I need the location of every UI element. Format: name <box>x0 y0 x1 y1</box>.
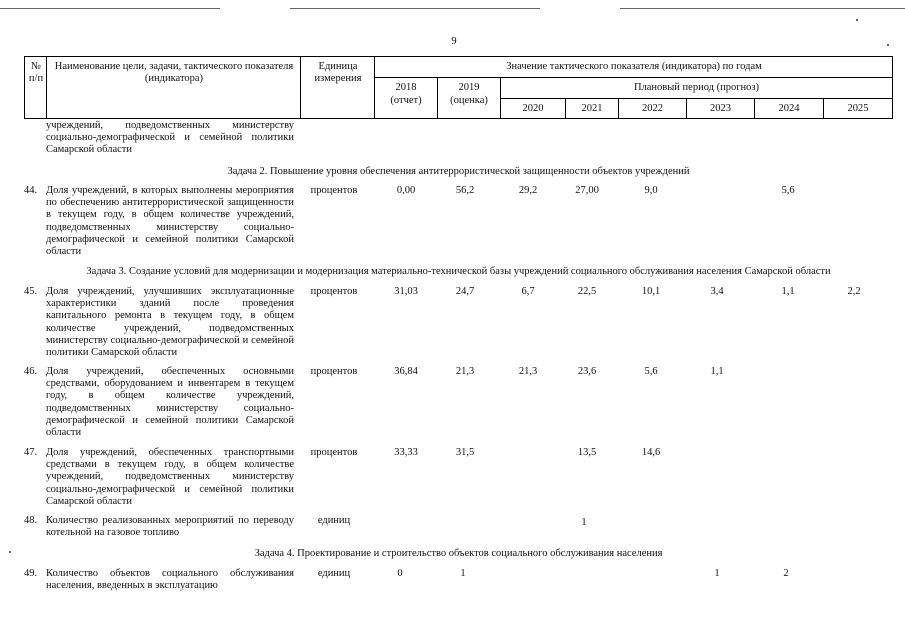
value-2021: 1 <box>581 517 587 528</box>
row-number: 48. <box>24 515 38 526</box>
page-number: 9 <box>451 36 457 47</box>
value-2019: 56,2 <box>455 185 475 196</box>
value-2018: 33,33 <box>394 447 418 458</box>
value-2018: 0 <box>397 568 403 579</box>
value-2018: 0,00 <box>396 185 416 196</box>
col-header-2019: 2019 <box>458 82 480 93</box>
header-border <box>24 56 25 119</box>
task-heading-4: Задача 4. Проектирование и строительство объектов социального обслуживания населения <box>254 548 663 559</box>
scan-edge-line <box>290 8 540 9</box>
header-border <box>24 56 893 57</box>
header-border <box>24 118 893 119</box>
col-header-2023: 2023 <box>710 103 731 114</box>
indicator-name: Доля учреждений, обеспеченных транспортными средствами в текущем году, в общем количестве учреждений, подведомственных министерству социально-демографической и семейной политики Самарской области <box>46 447 294 507</box>
header-border <box>46 56 47 119</box>
value-2022: 14,6 <box>641 447 661 458</box>
row-number: 49. <box>24 568 38 579</box>
header-border <box>374 77 893 78</box>
scan-edge-line <box>0 8 220 9</box>
header-border <box>500 98 893 99</box>
col-header-2025: 2025 <box>847 103 869 114</box>
row-number: 44. <box>24 185 38 196</box>
col-header-unit: Единица измерения <box>314 61 362 85</box>
indicator-name: Количество реализованных мероприятий по переводу котельной на газовое топливо <box>46 515 294 539</box>
indicator-unit: процентов <box>310 447 358 458</box>
value-2018: 31,03 <box>394 286 418 297</box>
value-2023: 1,1 <box>710 366 724 377</box>
value-2019: 24,7 <box>455 286 475 297</box>
value-2021: 23,6 <box>577 366 597 377</box>
col-header-2020: 2020 <box>522 103 544 114</box>
col-header-name: Наименование цели, задачи, тактического показателя (индикатора) <box>54 61 294 85</box>
value-2024: 2 <box>783 568 789 579</box>
continuation-text: учреждений, подведомственных министерству социально-демографической и семейной политики Самарской области <box>46 120 294 156</box>
indicator-name: Доля учреждений, улучшивших эксплуатационные характеристики зданий после проведения капитального ремонта в текущем году, в общем количестве учреждений, подведомственных министерству социально-демографической и семейной политики Самарской области <box>46 286 294 359</box>
value-2022: 5,6 <box>644 366 658 377</box>
indicator-unit: процентов <box>310 286 358 297</box>
indicator-unit: единиц <box>317 515 351 526</box>
value-2022: 10,1 <box>641 286 661 297</box>
col-header-2021: 2021 <box>581 103 603 114</box>
value-2025: 2,2 <box>847 286 861 297</box>
scan-speck <box>856 19 858 21</box>
indicator-name: Доля учреждений, обеспеченных основными средствами, оборудованием и инвентарем в текущем году, в общем количестве учреждений, подведомственных министерству социально-демографической и семейной политики Самарской области <box>46 366 294 439</box>
value-2023: 1 <box>714 568 720 579</box>
col-header-values: Значение тактического показателя (индикатора) по годам <box>506 61 762 72</box>
value-2019: 21,3 <box>455 366 475 377</box>
col-header-2018: 2018 <box>395 82 417 93</box>
value-2020: 29,2 <box>518 185 538 196</box>
table-header <box>24 56 893 119</box>
row-number: 46. <box>24 366 38 377</box>
row-number: 45. <box>24 286 38 297</box>
value-2023: 3,4 <box>710 286 724 297</box>
task-heading-3: Задача 3. Создание условий для модернизации и модернизация материально-технической базы учреждений социального обслуживания населения Самарской области <box>86 266 831 277</box>
indicator-name: Количество объектов социального обслуживания населения, введенных в эксплуатацию <box>46 568 294 592</box>
value-2019: 31,5 <box>455 447 475 458</box>
col-header-2022: 2022 <box>642 103 663 114</box>
value-2020: 21,3 <box>518 366 538 377</box>
col-header-2024: 2024 <box>778 103 800 114</box>
value-2024: 5,6 <box>781 185 795 196</box>
col-header-plan-period: Плановый период (прогноз) <box>633 82 760 93</box>
task-heading-2: Задача 2. Повышение уровня обеспечения антитеррористической защищенности объектов учреждений <box>227 166 690 177</box>
indicator-unit: единиц <box>317 568 351 579</box>
col-header-2019-note: (оценка) <box>450 95 488 106</box>
scan-edge-line <box>620 8 905 9</box>
scan-speck <box>9 551 11 553</box>
value-2021: 27,00 <box>575 185 599 196</box>
scan-speck <box>887 44 889 46</box>
value-2019: 1 <box>460 568 466 579</box>
value-2020: 6,7 <box>521 286 535 297</box>
indicator-unit: процентов <box>310 366 358 377</box>
header-border <box>300 56 301 119</box>
value-2022: 9,0 <box>644 185 658 196</box>
col-header-2018-note: (отчет) <box>390 95 422 106</box>
row-number: 47. <box>24 447 38 458</box>
indicator-name: Доля учреждений, в которых выполнены мероприятия по обеспечению антитеррористической защищенности в текущем году, в общем количестве учреждений, подведомственных министерству социально-демографической и семейной политики Самарской области <box>46 185 294 258</box>
header-border <box>892 56 893 119</box>
value-2021: 13,5 <box>577 447 597 458</box>
value-2018: 36,84 <box>394 366 418 377</box>
indicator-unit: процентов <box>310 185 358 196</box>
value-2021: 22,5 <box>577 286 597 297</box>
value-2024: 1,1 <box>781 286 795 297</box>
col-header-number: № п/п <box>28 61 44 85</box>
